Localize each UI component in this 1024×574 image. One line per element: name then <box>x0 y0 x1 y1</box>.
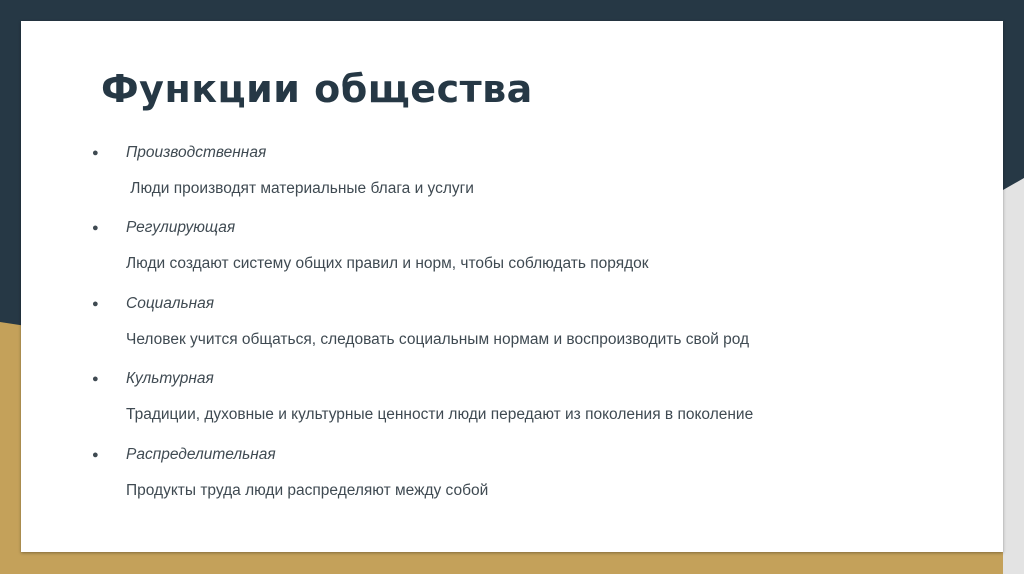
item-label: Культурная <box>126 370 214 387</box>
item-label: Регулирующая <box>126 219 236 236</box>
item-label: Социальная <box>126 295 215 312</box>
bullet-icon: ● <box>92 449 99 461</box>
bullet-icon: ● <box>92 222 99 234</box>
item-description: Традиции, духовные и культурные ценности люди передают из поколения в поколение <box>126 406 754 423</box>
slide-canvas <box>21 21 1003 552</box>
item-description: Человек учится общаться, следовать социальным нормам и воспроизводить свой род <box>126 331 750 348</box>
bullet-icon: ● <box>92 147 99 159</box>
bullet-icon: ● <box>92 298 99 310</box>
function-list <box>21 21 1003 552</box>
item-description: Люди производят материальные блага и услуги <box>126 180 474 197</box>
bullet-icon: ● <box>92 373 99 385</box>
slide-title: Функции общества <box>101 67 533 111</box>
item-label: Распределительная <box>126 446 276 463</box>
item-description: Продукты труда люди распределяют между собой <box>126 482 489 499</box>
item-label: Производственная <box>126 144 267 161</box>
item-description: Люди создают систему общих правил и норм, чтобы соблюдать порядок <box>126 255 649 272</box>
